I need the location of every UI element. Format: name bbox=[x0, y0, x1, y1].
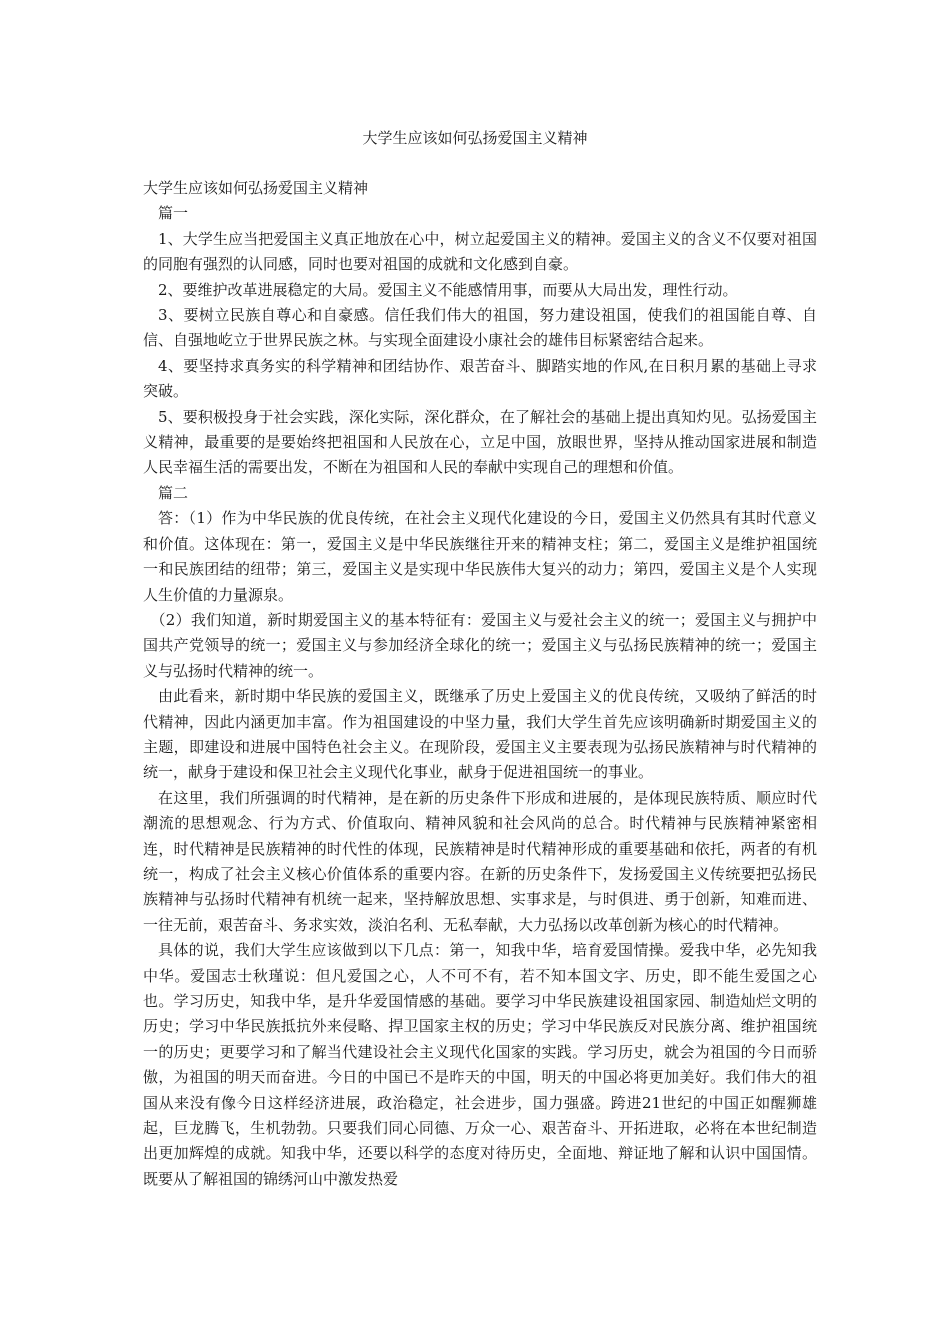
paragraph: 篇二 bbox=[158, 483, 189, 502]
paragraph: 具体的说，我们大学生应该做到以下几点：第一，知我中华，培育爱国情操。爱我中华，必先知我中华。爱国志士秋瑾说：但凡爱国之心，人不可不有，若不知本国文字、历史，即不能生爱国之心也。学习历史，知我中华，是升华爱国情感的基础。要学习中华民族建设祖国家园、制造灿烂文明的历史；学习中华民族抵抗外来侵略、捍卫国家主权的历史；学习中华民族反对民族分离、维护祖国统一的历史；更要学习和了解当代建设社会主义现代化国家的实践。学习历史，就会为祖国的今日而骄傲，为祖国的明天而奋进。今日的中国已不是昨天的中国，明天的中国必将更加美好。我们伟大的祖国从来没有像今日这样经济进展，政治稳定，社会进步，国力强盛。跨进21世纪的中国正如醒狮雄起，巨龙腾飞，生机勃勃。只要我们同心同德、万众一心、艰苦奋斗、开拓进取，必将在本世纪制造出更加辉煌的成就。知我中华，还要以科学的态度对待历史，全面地、辩证地了解和认识中国国情。既要从了解祖国的锦绣河山中激发热爱 bbox=[143, 941, 817, 1188]
paragraph: （2）我们知道，新时期爱国主义的基本特征有：爱国主义与爱社会主义的统一；爱国主义与拥护中国共产党领导的统一；爱国主义与参加经济全球化的统一；爱国主义与弘扬民族精神的统一；爱国主义与弘扬时代精神的统一。 bbox=[143, 610, 817, 680]
paragraph: 由此看来，新时期中华民族的爱国主义，既继承了历史上爱国主义的优良传统，又吸纳了鲜活的时代精神，因此内涵更加丰富。作为祖国建设的中坚力量，我们大学生首先应该明确新时期爱国主义的主题，即建设和进展中国特色社会主义。在现阶段，爱国主义主要表现为弘扬民族精神与时代精神的统一，献身于建设和保卫社会主义现代化事业，献身于促进祖国统一的事业。 bbox=[143, 687, 817, 782]
paragraph: 4、要坚持求真务实的科学精神和团结协作、艰苦奋斗、脚踏实地的作风,在日积月累的基础上寻求突破。 bbox=[143, 356, 817, 401]
paragraph: 答：（1）作为中华民族的优良传统，在社会主义现代化建设的今日，爱国主义仍然具有其时代意义和价值。这体现在：第一，爱国主义是中华民族继往开来的精神支柱；第二，爱国主义是维护祖国统一和民族团结的纽带；第三，爱国主义是实现中华民族伟大复兴的动力；第四，爱国主义是个人实现人生价值的力量源泉。 bbox=[143, 509, 817, 604]
paragraph: 5、要积极投身于社会实践，深化实际，深化群众，在了解社会的基础上提出真知灼见。弘扬爱国主义精神，最重要的是要始终把祖国和人民放在心，立足中国，放眼世界，坚持从推动国家进展和制造人民幸福生活的需要出发，不断在为祖国和人民的奉献中实现自己的理想和价值。 bbox=[143, 407, 817, 477]
paragraph: 在这里，我们所强调的时代精神，是在新的历史条件下形成和进展的，是体现民族特质、顺应时代潮流的思想观念、行为方式、价值取向、精神风貌和社会风尚的总合。时代精神与民族精神紧密相连，时代精神是民族精神的时代性的体现，民族精神是时代精神形成的重要基础和依托，两者的有机统一，构成了社会主义核心价值体系的重要内容。在新的历史条件下，发扬爱国主义传统要把弘扬民族精神与弘扬时代精神有机统一起来，坚持解放思想、实事求是，与时俱进、勇于创新，知难而进、一往无前，艰苦奋斗、务求实效，淡泊名利、无私奉献，大力弘扬以改革创新为核心的时代精神。 bbox=[143, 788, 817, 934]
paragraph: 篇一 bbox=[158, 204, 189, 223]
document-body bbox=[143, 176, 817, 1192]
paragraph: 3、要树立民族自尊心和自豪感。信任我们伟大的祖国，努力建设祖国，使我们的祖国能自尊、自信、自强地屹立于世界民族之林。与实现全面建设小康社会的雄伟目标紧密结合起来。 bbox=[143, 306, 817, 350]
paragraph: 1、大学生应当把爱国主义真正地放在心中，树立起爱国主义的精神。爱国主义的含义不仅要对祖国的同胞有强烈的认同感，同时也要对祖国的成就和文化感到自豪。 bbox=[143, 229, 817, 274]
document-title: 大学生应该如何弘扬爱国主义精神 bbox=[362, 129, 588, 147]
paragraph: 2、要维护改革进展稳定的大局。爱国主义不能感情用事，而要从大局出发，理性行动。 bbox=[158, 280, 738, 299]
paragraph: 大学生应该如何弘扬爱国主义精神 bbox=[143, 179, 369, 197]
